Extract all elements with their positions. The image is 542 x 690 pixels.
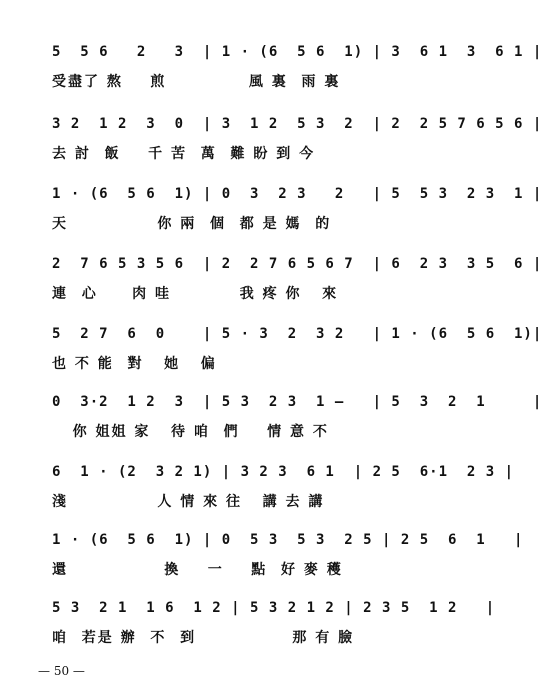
lyrics-line: 也 不 能 對 她 偏 [52,356,217,372]
lyrics-line: 淺 人 情 來 往 講 去 講 [52,494,325,510]
notation-line: 0 3·2 1 2 3 | 5 3 2 3 1 — | 5 3 2 1 | [52,394,542,410]
lyrics-line: 你 姐姐 家 待 咱 們 情 意 不 [52,424,329,440]
notation-line: 6 1 · (2 3 2 1) | 3 2 3 6 1 | 2 5 6·1 2 3 | [52,464,515,480]
system-4 [0,252,542,322]
notation-line: 3 2 1 2 3 0 | 3 1 2 5 3 2 | 2 2 5 7 6 5 6 | [52,116,542,132]
page-number: — 50 — [38,664,85,678]
lyrics-line: 咱 若是 辦 不 到 那 有 臉 [52,630,355,646]
lyrics-line: 受盡了 熬 煎 風 裏 雨 裏 [52,74,341,90]
notation-line: 5 2 7 6 0 | 5 · 3 2 3 2 | 1 · (6 5 6 1)| [52,326,542,342]
notation-line: 5 5 6 2 3 | 1 · (6 5 6 1) | 3 6 1 3 6 1 | [52,44,542,60]
notation-line: 1 · (6 5 6 1) | 0 5 3 5 3 2 5 | 2 5 6 1 | [52,532,524,548]
lyrics-line: 去 討 飯 千 苦 萬 難 盼 到 今 [52,146,316,162]
system-8 [0,528,524,598]
system-3 [0,182,542,252]
system-2 [0,112,542,182]
notation-line: 2 7 6 5 3 5 6 | 2 2 7 6 5 6 7 | 6 2 3 3 5 6 | [52,256,542,272]
system-7 [0,460,515,530]
lyrics-line: 連 心 肉 哇 我 疼 你 來 [52,286,339,302]
lyrics-line: 天 你 兩 個 都 是 媽 的 [52,216,332,232]
system-6 [0,390,542,460]
system-5 [0,322,542,392]
lyrics-line: 還 換 一 點 好 麥 穫 [52,562,343,578]
notation-line: 5 3 2 1 1 6 1 2 | 5 3 2 1 2 | 2 3 5 1 2 | [52,600,496,616]
system-9 [0,596,496,666]
notation-line: 1 · (6 5 6 1) | 0 3 2 3 2 | 5 5 3 2 3 1 | [52,186,542,202]
system-1 [0,40,542,110]
